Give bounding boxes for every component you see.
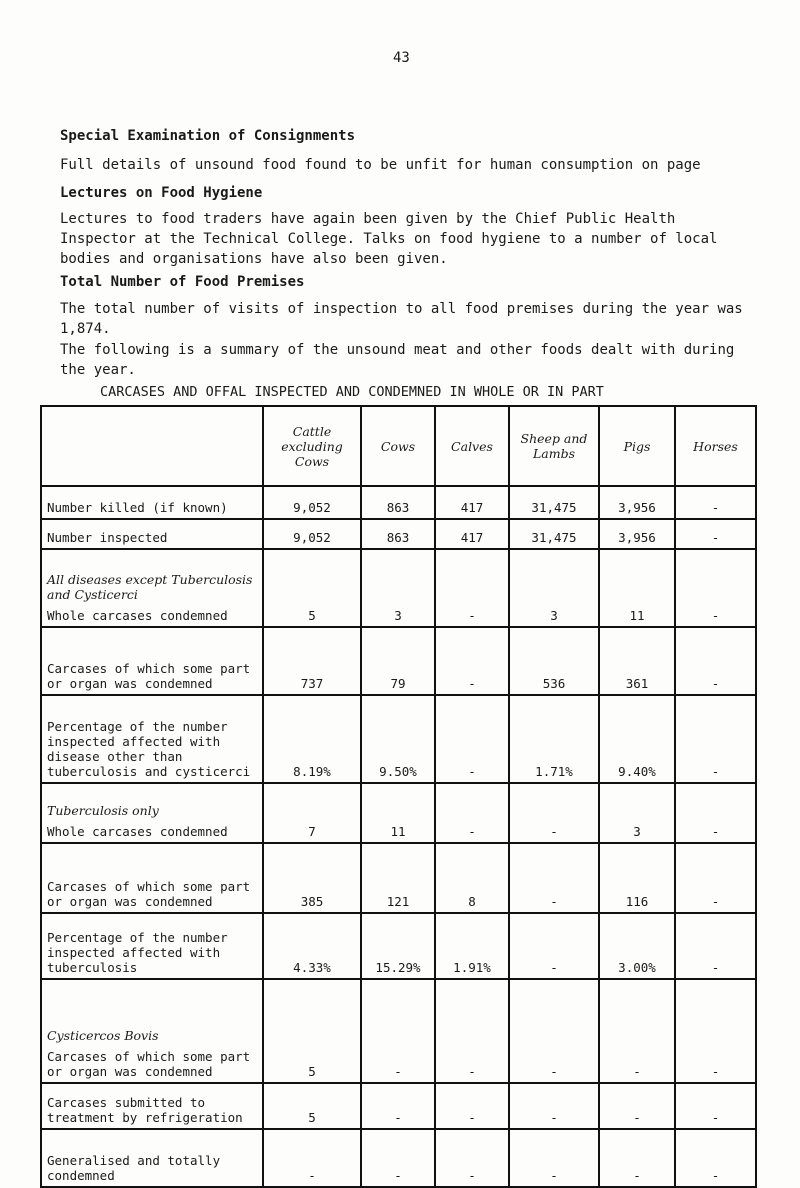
- cell: -: [675, 843, 756, 913]
- cell: 9,052: [263, 486, 361, 519]
- cell: 3: [599, 783, 675, 843]
- cell: 417: [435, 486, 509, 519]
- cell: -: [675, 486, 756, 519]
- cell: 3: [509, 549, 599, 627]
- row-label: Number killed (if known): [41, 486, 263, 519]
- header-pigs: Pigs: [599, 406, 675, 486]
- header-calves: Calves: [435, 406, 509, 486]
- row-label: [41, 783, 263, 843]
- cell: 121: [361, 843, 435, 913]
- cell: 1.71%: [509, 695, 599, 783]
- cell: -: [675, 913, 756, 979]
- header-sheep: Sheep and Lambs: [509, 406, 599, 486]
- cell: 863: [361, 519, 435, 549]
- cell: 8: [435, 843, 509, 913]
- cell: 863: [361, 486, 435, 519]
- cell: -: [435, 549, 509, 627]
- row-label: [41, 549, 263, 627]
- cell: -: [509, 979, 599, 1083]
- heading-total-number: Total Number of Food Premises: [60, 274, 305, 290]
- cell: 417: [435, 519, 509, 549]
- carcases-table: [40, 405, 757, 1188]
- cell: -: [675, 519, 756, 549]
- row-label-text: Whole carcases condemned: [47, 824, 228, 839]
- cell: 11: [599, 549, 675, 627]
- cell: 9.40%: [599, 695, 675, 783]
- table-title: CARCASES AND OFFAL INSPECTED AND CONDEMNED IN WHOLE OR IN PART: [100, 384, 604, 400]
- cell: 737: [263, 627, 361, 695]
- cell: -: [263, 1129, 361, 1187]
- paragraph-special-examination: Full details of unsound food found to be unfit for human consumption on page: [60, 157, 701, 173]
- cell: 9.50%: [361, 695, 435, 783]
- cell: 3,956: [599, 486, 675, 519]
- cell: 3: [361, 549, 435, 627]
- row-label: Carcases submitted to treatment by refrigeration: [41, 1083, 263, 1129]
- cell: 536: [509, 627, 599, 695]
- header-cattle: Cattle excluding Cows: [263, 406, 361, 486]
- cell: -: [435, 1083, 509, 1129]
- cell: -: [675, 549, 756, 627]
- page-number: 43: [393, 50, 410, 66]
- table-row-cy-refrig: [41, 1083, 756, 1129]
- paragraph-summary: The following is a summary of the unsound meat and other foods dealt with during the year.: [60, 342, 735, 378]
- heading-special-examination: Special Examination of Consignments: [60, 128, 356, 144]
- cell: 5: [263, 979, 361, 1083]
- cell: 7: [263, 783, 361, 843]
- header-horses: Horses: [675, 406, 756, 486]
- cell: 31,475: [509, 486, 599, 519]
- paragraph-lectures: Lectures to food traders have again been given by the Chief Public Health Inspector at the Technical College. Talks on food hygiene to a number of local bodies and organisations have also been given.: [60, 211, 718, 267]
- cell: -: [675, 979, 756, 1083]
- cell: -: [509, 1129, 599, 1187]
- cell: -: [599, 1083, 675, 1129]
- row-label: Carcases of which some part or organ was condemned: [41, 843, 263, 913]
- row-label: Percentage of the number inspected affected with tuberculosis: [41, 913, 263, 979]
- cell: 15.29%: [361, 913, 435, 979]
- cell: -: [509, 1083, 599, 1129]
- table-row-all-part: [41, 627, 756, 695]
- table-row-killed: [41, 486, 756, 519]
- row-label: Percentage of the number inspected affected with disease other than tuberculosis and cysticerci: [41, 695, 263, 783]
- cell: -: [435, 783, 509, 843]
- table-row-tb-pct: [41, 913, 756, 979]
- cell: 3.00%: [599, 913, 675, 979]
- header-cows: Cows: [361, 406, 435, 486]
- cell: -: [435, 627, 509, 695]
- cell: -: [599, 979, 675, 1083]
- cell: 4.33%: [263, 913, 361, 979]
- cell: -: [675, 1129, 756, 1187]
- cell: 361: [599, 627, 675, 695]
- row-label-text: Whole carcases condemned: [47, 608, 228, 623]
- heading-lectures: Lectures on Food Hygiene: [60, 185, 263, 201]
- table-row-all-whole: [41, 549, 756, 627]
- table-row-cy-gen: [41, 1129, 756, 1187]
- cell: -: [599, 1129, 675, 1187]
- cell: 5: [263, 549, 361, 627]
- cell: 9,052: [263, 519, 361, 549]
- row-label-text: Carcases of which some part or organ was condemned: [47, 1049, 251, 1079]
- paragraph-visits: The total number of visits of inspection to all food premises during the year was 1,874.: [60, 301, 743, 337]
- cell: -: [435, 1129, 509, 1187]
- cell: -: [675, 695, 756, 783]
- cell: -: [435, 695, 509, 783]
- cell: 1.91%: [435, 913, 509, 979]
- cell: -: [361, 1129, 435, 1187]
- cell: -: [675, 627, 756, 695]
- cell: 8.19%: [263, 695, 361, 783]
- cell: -: [509, 783, 599, 843]
- cell: -: [509, 843, 599, 913]
- row-label: Number inspected: [41, 519, 263, 549]
- table-row-tb-whole: [41, 783, 756, 843]
- table-row-tb-part: [41, 843, 756, 913]
- table-row-cy-part: [41, 979, 756, 1083]
- table-row-all-pct: [41, 695, 756, 783]
- section-all-diseases: All diseases except Tuberculosis and Cysticerci: [47, 572, 253, 602]
- cell: 31,475: [509, 519, 599, 549]
- cell: 11: [361, 783, 435, 843]
- table-row-inspected: [41, 519, 756, 549]
- cell: 5: [263, 1083, 361, 1129]
- row-label: Carcases of which some part or organ was condemned: [41, 627, 263, 695]
- table-header-row: [41, 406, 756, 486]
- cell: -: [361, 1083, 435, 1129]
- row-label: Generalised and totally condemned: [41, 1129, 263, 1187]
- cell: -: [435, 979, 509, 1083]
- header-blank: [41, 406, 263, 486]
- cell: -: [361, 979, 435, 1083]
- cell: 385: [263, 843, 361, 913]
- cell: 3,956: [599, 519, 675, 549]
- row-label: [41, 979, 263, 1083]
- section-cysticercos: Cysticercos Bovis: [47, 1028, 159, 1043]
- cell: 79: [361, 627, 435, 695]
- cell: -: [675, 1083, 756, 1129]
- section-tuberculosis: Tuberculosis only: [47, 803, 159, 818]
- cell: -: [509, 913, 599, 979]
- cell: -: [675, 783, 756, 843]
- cell: 116: [599, 843, 675, 913]
